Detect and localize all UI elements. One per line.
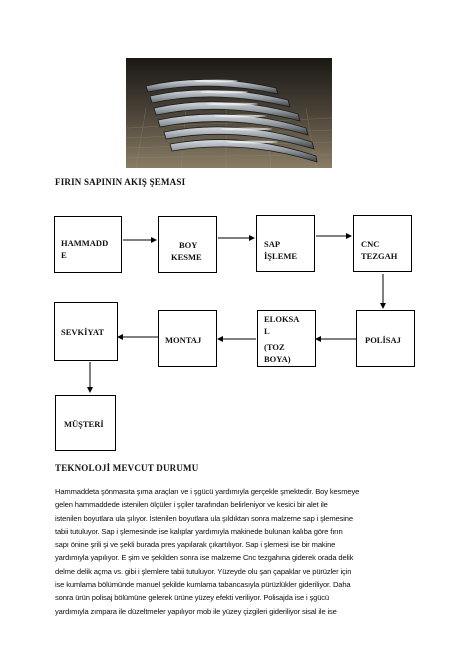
montaj-label: MONTAJ xyxy=(165,335,202,345)
cnc-line1: CNC xyxy=(361,239,380,249)
box-polisaj xyxy=(356,310,415,367)
musteri-label: MÜŞTERİ xyxy=(64,419,104,429)
body-line: gelen hammaddede istenilen ölçüler i şçiler tarafından belirleniyor ve kesici bir alet ile xyxy=(55,500,328,510)
boy-line1: BOY xyxy=(179,240,198,250)
eloksal-line2: L xyxy=(264,326,270,336)
body-line: delme delik açma vs. gibi i şlemlere tabii tutuluyor. Yüzeyde olu şan çapaklar ve pürüzler için xyxy=(55,566,352,576)
sap-line2: İŞLEME xyxy=(264,251,298,261)
body-line: tabii tutuluyor. Sap i şlemesinde ise kalıplar yardımıyla makinede bulunan kalıba göre fırın xyxy=(55,526,343,536)
body-line: ise kumlama bölümünde manuel şekilde kumlama tabancasıyla pürüzlükler gideriliyor. Daha xyxy=(55,580,351,590)
section-title: TEKNOLOJİ MEVCUT DURUMU xyxy=(55,463,199,473)
box-montaj xyxy=(158,310,217,367)
flow-title: FIRIN SAPININ AKIŞ ŞEMASI xyxy=(55,177,186,187)
body-line: Hammaddeta şönmasıta şıma araçları ve i şgücü yardımıyla gerçekle şmektedir. Boy kesmeye xyxy=(55,487,360,496)
box-musteri xyxy=(55,395,116,451)
polisaj-label: POLİSAJ xyxy=(365,335,401,345)
body-line: sonra ürün polisaj bölümüne gelerek ürüne yüzey efekti veriliyor. Polisajda ise i şgücü xyxy=(55,593,329,603)
body-line: yardımıyla yapılıyor. E şim ve şekilden sonra ise malzeme Cnc tezgahına giderek orada delik xyxy=(55,553,354,563)
box-hammadde xyxy=(54,216,122,273)
box-sevkiyat xyxy=(54,302,118,361)
boy-line2: KESME xyxy=(171,252,202,262)
box-eloksal xyxy=(257,310,316,367)
body-line: istenilen boyutlara ula şılıyor. İstenilen boyutlara ula şıldıktan sonra malzeme sap i şlemesine xyxy=(55,513,353,523)
hammadde-line2: E xyxy=(61,250,67,260)
body-paragraph xyxy=(55,485,420,618)
box-sap-isleme xyxy=(256,215,315,272)
eloksal-line1: ELOKSA xyxy=(264,314,300,324)
sevkiyat-label: SEVKİYAT xyxy=(61,327,104,337)
cnc-line2: TEZGAH xyxy=(361,251,398,261)
body-line: yardımıyla zımpara ile düzeltmeler yapılıyor mob ile yüzey çizgileri gideriliyor sisal ile ise xyxy=(55,606,337,616)
body-line: sapı önine şrili şi ve şekli burada pres yapılarak çıkartılıyor. Sap i şlemesi ise bir makine xyxy=(55,540,336,550)
sap-line1: SAP xyxy=(264,239,281,249)
eloksal-line4: BOYA) xyxy=(264,354,291,364)
hammadde-line1: HAMMADD xyxy=(61,238,109,248)
box-cnc-tezgah xyxy=(353,215,412,272)
eloksal-line3: (TOZ xyxy=(264,342,285,352)
box-boy-kesme xyxy=(158,216,217,273)
